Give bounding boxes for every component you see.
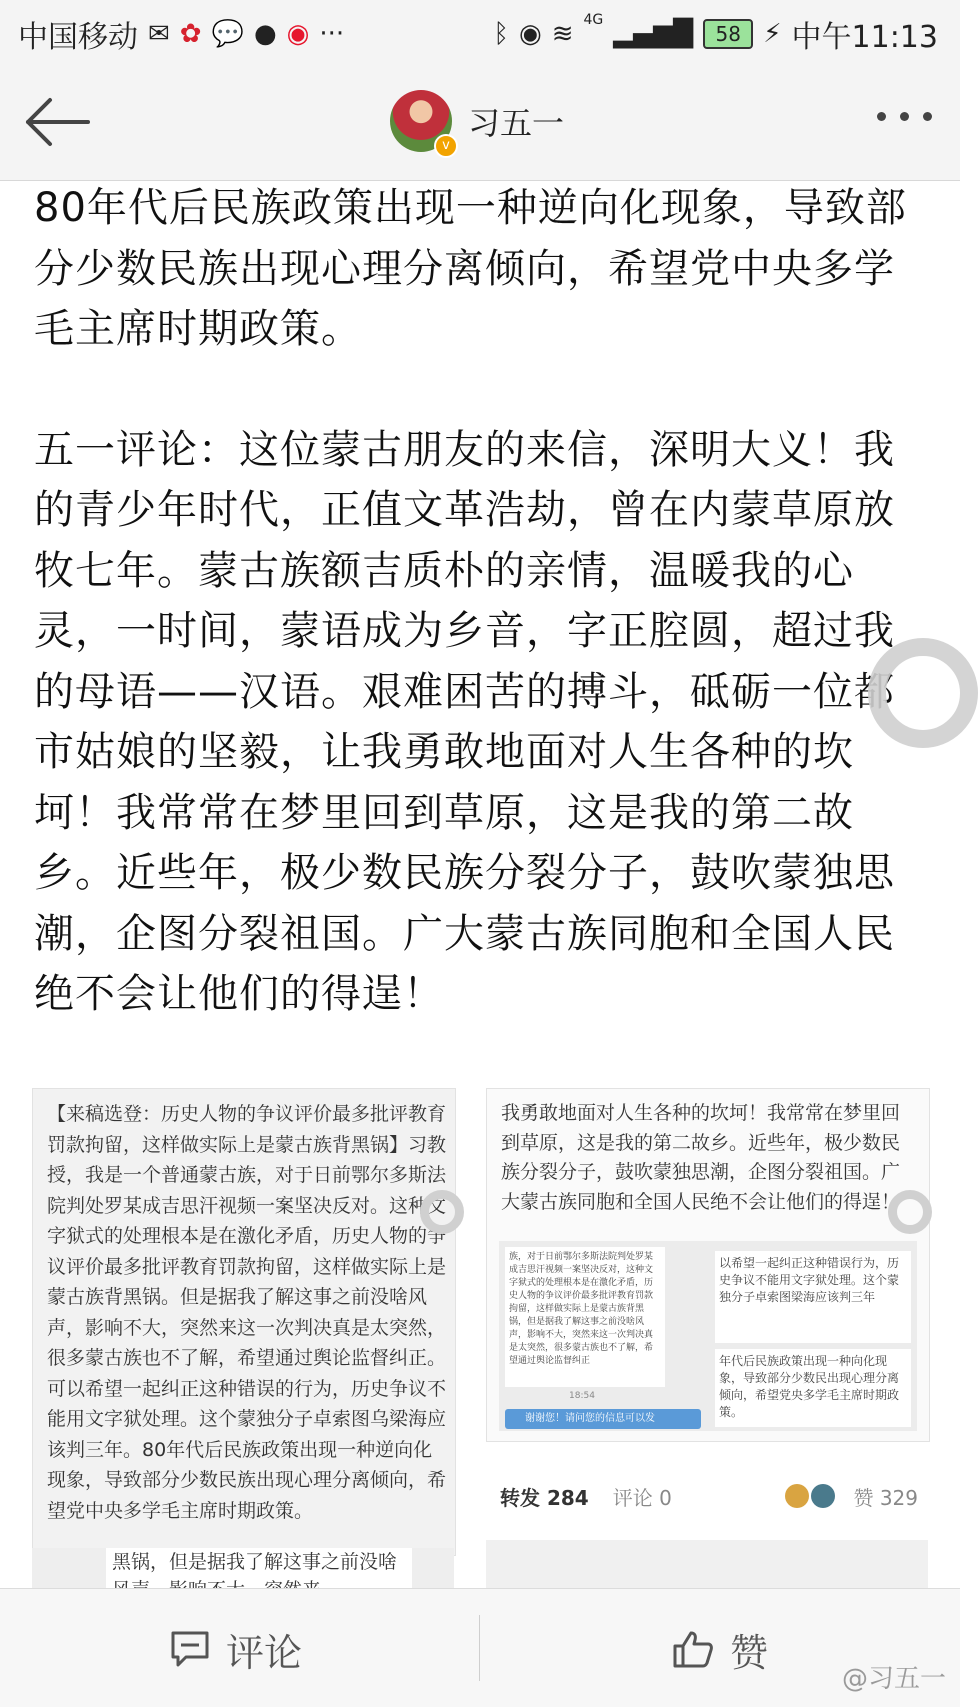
comment-count: 评论 0 (612, 1485, 672, 1510)
verified-badge-icon: v (434, 134, 458, 158)
thumbs-up-icon (672, 1629, 714, 1669)
bottom-bar (0, 1588, 960, 1707)
message-icon: ● (253, 19, 277, 49)
liker-avatar (811, 1484, 835, 1508)
embedded-image-left-bottom[interactable] (32, 1548, 454, 1588)
network-type: 4G (583, 12, 604, 28)
charging-icon: ⚡ (763, 19, 782, 49)
clock: 中午11:13 (791, 20, 938, 55)
username[interactable]: 习五一 (468, 104, 565, 142)
bottom-divider (479, 1615, 480, 1681)
mail-icon: ✉ (148, 19, 170, 49)
chat-time: 18:54 (569, 1391, 595, 1401)
back-arrow-icon[interactable] (24, 96, 94, 148)
embedded-text-left: 【来稿选登：历史人物的争议评价最多批评教育罚款拘留，这样做实际上是蒙古族背黑锅】习教授，我是一个普通蒙古族，对于日前鄂尔多斯法院判处罗某成吉思汗视频一案坚决反对。这种文字狱式的处理根本是在激化矛盾，历史人物的争议评价最多批评教育罚款拘留，这样做实际上是蒙古族背黑锅。但是据我了解这事之前没啥风声，影响不大，突然来这一次判决真是太突然，很多蒙古族也不了解，希望通过舆论监督纠正。可以希望一起纠正这种错误的行为，历史争议不能用文字狱处理。这个蒙独分子卓索图乌梁海应该判三年。80年代后民族政策出现一种逆向化现象，导致部分少数民族出现心理分离倾向，希望党中央多学毛主席时期政策。 (47, 1103, 447, 1522)
floating-ring-icon (868, 638, 978, 748)
like-label: 赞 (730, 1630, 769, 1675)
weibo-watermark: @习五一 (841, 1664, 946, 1694)
embedded-image-right[interactable] (486, 1088, 930, 1442)
image-ring-icon (420, 1190, 464, 1234)
post-paragraph-2: 五一评论：这位蒙古朋友的来信，深明大义！我的青少年时代，正值文革浩劫，曾在内蒙草原放牧七年。蒙古族额吉质朴的亲情，温暖我的心灵，一时间，蒙语成为乡音，字正腔圆，超过我的母语——汉语。艰难困苦的搏斗，砥砺一位都市姑娘的坚毅，让我勇敢地面对人生各种的坎坷！我常常在梦里回到草原，这是我的第二故乡。近些年，极少数民族分裂分子，鼓吹蒙独思潮，企图分裂祖国。广大蒙古族同胞和全国人民绝不会让他们的得逞！ (34, 426, 895, 1017)
chat-screenshot (499, 1241, 917, 1431)
comment-icon (170, 1630, 210, 1668)
like-count: 赞 329 (853, 1485, 918, 1510)
nav-bar (0, 64, 960, 181)
liker-avatars (785, 1484, 835, 1508)
more-icon[interactable] (877, 112, 932, 121)
huawei-icon: ✿ (179, 19, 202, 49)
image-ring-icon-2 (888, 1190, 932, 1234)
like-button[interactable] (672, 1619, 768, 1679)
post-body (34, 178, 914, 1025)
comment-label: 评论 (226, 1630, 303, 1675)
embedded-image-left[interactable] (32, 1088, 456, 1556)
signal-icon: ▂▄▆█ (613, 19, 694, 49)
status-left (18, 12, 344, 56)
carrier-label: 中国移动 (18, 20, 138, 55)
embedded-stats-row (486, 1466, 928, 1526)
eye-icon: ◉ (519, 19, 542, 49)
forward-count: 转发 284 (500, 1485, 589, 1510)
liker-avatar (785, 1484, 809, 1508)
chat-reply: 谢谢您！请问您的信息可以发 (505, 1409, 701, 1429)
status-right (493, 12, 938, 56)
more-notifications-icon: ··· (319, 19, 345, 49)
post-paragraph-1: 80年代后民族政策出现一种逆向化现象，导致部分少数民族出现心理分离倾向，希望党中央多学毛主席时期政策。 (34, 185, 907, 352)
chat-bubble-right-2: 年代后民族政策出现一种向化现象，导致部分少数民出现心理分离倾向，希望党央多学毛主席时期政策。 (715, 1349, 911, 1427)
embedded-image-right-bottom (486, 1540, 928, 1588)
weibo-icon: ◉ (286, 19, 310, 49)
status-bar (0, 0, 960, 64)
battery-icon: 58 (703, 19, 753, 49)
chat-bubble-left: 族，对于日前鄂尔多斯法院判处罗某成吉思汗视频一案坚决反对，这种文字狱式的处理根本是在激化矛盾，历史人物的争议评价最多批评教育罚款拘留，这样做实际上是蒙古族背黑锅，但是据我了解这事之前没啥风声，影响不大，突然来这一次判决真是太突然，很多蒙古族也不了解，希望通过舆论监督纠正 (505, 1247, 665, 1387)
embedded-text-right: 我勇敢地面对人生各种的坎坷！我常常在梦里回到草原，这是我的第二故乡。近些年，极少数民族分裂分子，鼓吹蒙独思潮，企图分裂祖国。广大蒙古族同胞和全国人民绝不会让他们的得逞！ (501, 1102, 901, 1213)
comment-button[interactable] (170, 1619, 302, 1679)
embedded-text-left-bottom: 黑锅，但是据我了解这事之前没啥 (106, 1548, 412, 1608)
wifi-icon: ≋ (551, 19, 574, 49)
wechat-icon: 💬 (211, 19, 244, 49)
bluetooth-icon: ᛒ (493, 19, 510, 49)
chat-bubble-right-1: 以希望一起纠正这种错误行为，历史争议不能用文字狱处理。这个蒙独分子卓索图梁海应该判三年 (715, 1251, 911, 1343)
